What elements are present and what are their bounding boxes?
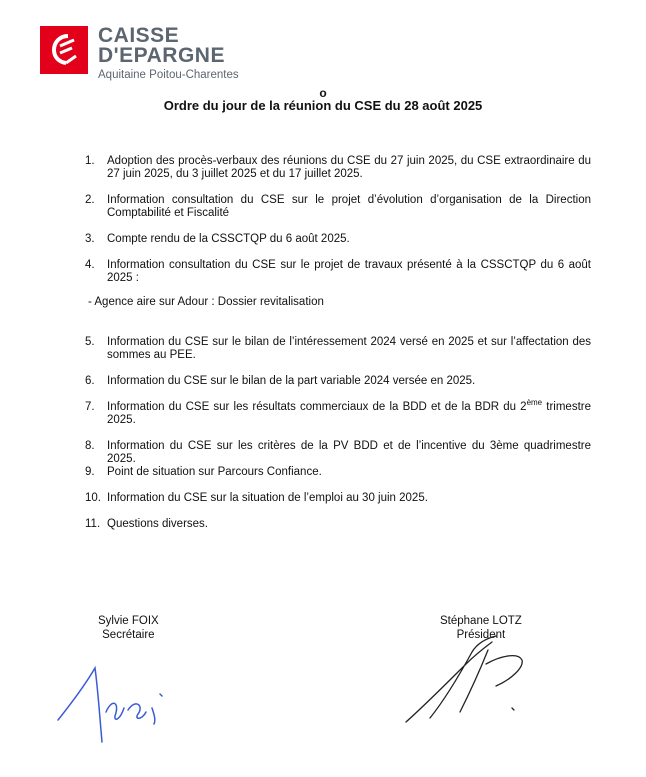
agenda-item-number: 8. (85, 440, 95, 452)
president-signature (400, 630, 540, 730)
agenda-item-3 (85, 233, 591, 246)
agenda-item-text: Information du CSE sur le bilan de l’intéressement 2024 versé en 2025 et sur l’affectation des sommes au PEE. (107, 336, 591, 361)
agenda-item-text: Compte rendu de la CSSCTQP du 6 août 2025. (107, 233, 350, 245)
agenda-item-7 (85, 398, 592, 427)
signatory-name: Sylvie FOIX (98, 615, 159, 627)
agenda-item-2 (85, 194, 591, 220)
agenda-item-number: 9. (85, 466, 95, 478)
agenda-item-text: Information du CSE sur le bilan de la part variable 2024 versée en 2025. (107, 375, 476, 387)
agenda-item-number: 4. (85, 259, 95, 271)
signature-block-secretary (98, 614, 159, 642)
agenda-item-4 (85, 259, 591, 285)
agenda-item-text: Information consultation du CSE sur le projet de travaux présenté à la CSSCTQP du 6 août 2025 : (107, 259, 591, 284)
brand-name-line2: D'EPARGNE (98, 44, 225, 67)
signatory-role: Président (456, 629, 506, 641)
agenda-item-number: 2. (85, 194, 95, 206)
agenda-item-text-part: Information du CSE sur les résultats commerciaux de la BDD et de la BDR du 2 (107, 401, 527, 413)
agenda-sub-item: - Agence aire sur Adour : Dossier revitalisation (88, 296, 324, 308)
agenda-item-text: Adoption des procès-verbaux des réunions du CSE du 27 juin 2025, du CSE extraordinaire du 27 juin 2025, du 3 juillet 2025 et du 17 juillet 2025. (107, 155, 591, 180)
agenda-item-text: Questions diverses. (107, 518, 208, 530)
brand-region: Aquitaine Poitou-Charentes (98, 69, 239, 81)
agenda-item-text: Information du CSE sur les critères de la PV BDD et de l’incentive du 3ème quadrimestre 2025. (107, 440, 591, 465)
agenda-item-text: Point de situation sur Parcours Confiance. (107, 466, 322, 478)
caisse-epargne-logo (40, 24, 250, 81)
agenda-item-text (107, 398, 592, 427)
agenda-item-number: 3. (85, 233, 95, 245)
signatory-role: Secrétaire (102, 629, 155, 641)
agenda-item-number: 7. (85, 401, 95, 413)
agenda-item-text-part: trimestre 2025. (107, 401, 592, 426)
agenda-item-10 (85, 492, 591, 505)
secretary-signature (50, 650, 200, 750)
agenda-item-5 (85, 336, 591, 362)
agenda-item-text: Information consultation du CSE sur le projet d’évolution d’organisation de la Direction Comptabilité et Fiscalité (107, 194, 591, 219)
agenda-item-number: 10. (85, 492, 101, 504)
header-marker: o (319, 86, 327, 100)
superscript-ordinal: ème (526, 398, 543, 408)
agenda-item-number: 6. (85, 375, 95, 387)
agenda-item-11 (85, 518, 591, 531)
agenda-item-text: Information du CSE sur la situation de l’emploi au 30 juin 2025. (107, 492, 428, 504)
agenda-item-number: 1. (85, 155, 95, 167)
agenda-item-1 (85, 155, 591, 181)
brand-name-line1: CAISSE (98, 24, 180, 47)
agenda-item-number: 11. (85, 518, 101, 530)
page-title: Ordre du jour de la réunion du CSE du 28 août 2025 (163, 98, 483, 113)
agenda-item-9 (85, 466, 591, 479)
agenda-item-6 (85, 375, 591, 388)
agenda-item-number: 5. (85, 336, 95, 348)
squirrel-logo-icon (40, 26, 88, 74)
signatory-name: Stéphane LOTZ (440, 615, 522, 627)
agenda-item-8 (85, 440, 591, 466)
